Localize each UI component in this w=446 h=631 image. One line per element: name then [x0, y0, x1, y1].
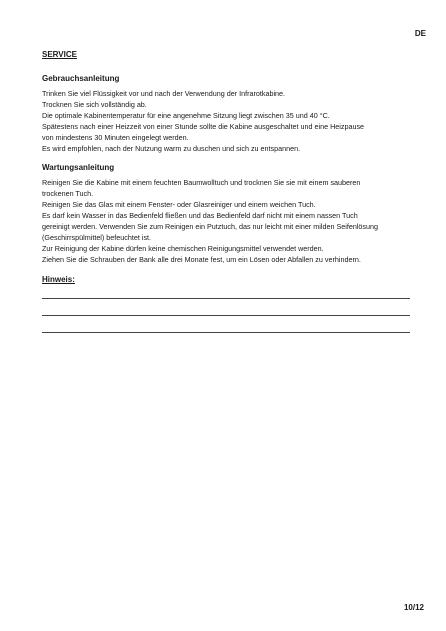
usage-line: Trinken Sie viel Flüssigkeit vor und nach der Verwendung der Infrarotkabine. [42, 89, 286, 98]
maintenance-paragraph [42, 178, 414, 265]
usage-line: Trocknen Sie sich vollständig ab. [42, 99, 147, 109]
language-code: DE [414, 29, 426, 38]
usage-line: Die optimale Kabinentemperatur für eine angenehme Sitzung liegt zwischen 35 und 40 °C. [42, 110, 330, 120]
note-line [42, 298, 410, 299]
document-body [42, 50, 414, 285]
note-line [42, 315, 410, 316]
maintenance-line: (Geschirrspülmittel) befeuchtet ist. [42, 232, 152, 242]
maintenance-line: trockenen Tuch. [42, 189, 94, 199]
maintenance-line: Reinigen Sie die Kabine mit einem feuchten Baumwolltuch und trocknen Sie sie mit einem sauberen [42, 178, 361, 188]
usage-line: von mindestens 30 Minuten eingelegt werden. [42, 132, 189, 142]
usage-line: Es wird empfohlen, nach der Nutzung warm zu duschen und sich zu entspannen. [42, 143, 301, 153]
notes-heading: Hinweis: [42, 274, 75, 284]
maintenance-line: Reinigen Sie das Glas mit einem Fenster- oder Glasreiniger und einem weichen Tuch. [42, 200, 316, 210]
maintenance-line: Zur Reinigung der Kabine dürfen keine chemischen Reinigungsmittel verwendet werden. [42, 243, 324, 253]
note-line [42, 332, 410, 333]
maintenance-line: Es darf kein Wasser in das Bedienfeld fließen und das Bedienfeld darf nicht mit einem nassen Tuch [42, 211, 358, 221]
usage-paragraph [42, 89, 414, 154]
section-title: SERVICE [42, 50, 77, 59]
maintenance-line: Ziehen Sie die Schrauben der Bank alle drei Monate fest, um ein Lösen oder Abfallen zu verhindern. [42, 254, 361, 264]
maintenance-line: gereinigt werden. Verwenden Sie zum Reinigen ein Putztuch, das nur leicht mit einer milden Seifenlösung [42, 222, 379, 232]
maintenance-heading: Wartungsanleitung [42, 163, 115, 173]
page-number: 10/12 [403, 603, 424, 612]
usage-heading: Gebrauchsanleitung [42, 74, 120, 83]
usage-line: Spätestens nach einer Heizzeit von einer Stunde sollte die Kabine ausgeschaltet und eine Heizpause [42, 121, 365, 131]
